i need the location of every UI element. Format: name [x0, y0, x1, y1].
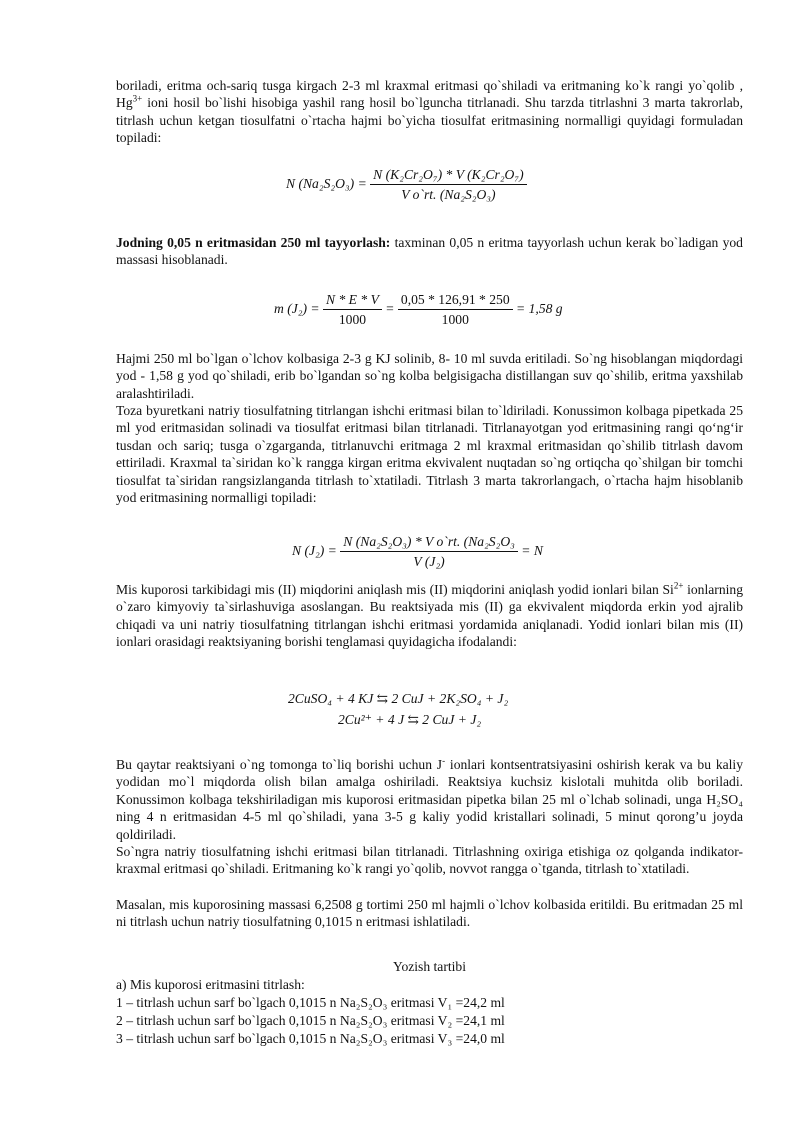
- paragraph-iodine-preparation: Jodning 0,05 n eritmasidan 250 ml tayyorlash: taxminan 0,05 n eritma tayyorlash uchun kerak bo`ladigan yod massasi hisoblanadi.: [116, 235, 743, 268]
- titration-line-3: 3 – titrlash uchun sarf bo`lgach 0,1015 n Na₂S₂O₃ eritmasi V₃ =24,0 ml: [116, 1031, 505, 1046]
- paragraph-reaction-conditions: Bu qaytar reaktsiyani o`ng tomonga to`liq borishi uchun J- ionlari kontsentratsiyasini oshirish kerak va bu kaliy yodidan mo`l miqdorda olish bilan amalga oshiriladi. Reaktsiya kuchsiz kislotali muhitda olib boriladi. Konussimon kolbaga tekshiriladigan mis kuporosi eritmasidan pipetka bilan 25 ml o`lchab solinadi, unga H₂SO₄ ning 4 n eritmasidan 4-5 ml qo`shiladi, yana 3-5 g kaliy yodid kristallari solinadi, 5 minut qorong’u joyda qoldiriladi.: [116, 755, 743, 842]
- titration-line-1: 1 – titrlash uchun sarf bo`lgach 0,1015 n Na₂S₂O₃ eritmasi V₁ =24,2 ml: [116, 995, 505, 1010]
- paragraph-thiosulfate-titration: So`ngra natriy tiosulfatning ishchi eritmasi bilan titrlanadi. Titrlashning oxiriga etishiga oz qolganda indikator-kraxmal eritmasi qo`shiladi. Eritmaning ko`k rangi yo`qolib, novvot rangga o`tganda, titrlash to`xtatiladi.: [116, 844, 743, 877]
- equation-iodine-normality: N (J₂) = $\frac{\text{N (Na₂S₂O₃) * V o`rt. (Na₂S₂O₃}}{\text{V (J₂)}}$ = N: [292, 534, 543, 570]
- paragraph-iodine-dissolving: Hajmi 250 ml bo`lgan o`lchov kolbasiga 2-3 g KJ solinib, 8- 10 ml suvda eritiladi. So`ng hisoblangan miqdordagi yod - 1,58 g yod qo`shiladi, erib bo`lgandan so`ng kolba belgisigacha distillangan suv qo`shilib, eritma yaxshilab aralashtiriladi.: [116, 351, 743, 401]
- reaction-equation-1: 2CuSO₄ + 4 KJ ⇆ 2 CuJ + 2K₂SO₄ + J₂: [288, 691, 509, 706]
- subsection-title: a) Mis kuporosi eritmasini titrlash:: [116, 977, 305, 992]
- reaction-equation-2: 2Cu²⁺ + 4 J ⇆ 2 CuJ + J₂: [338, 712, 482, 727]
- equation-thiosulfate-normality: N (Na₂S₂O₃) = $\frac{\text{N (K₂Cr₂O₇) * V (K₂Cr₂O₇)}}{\text{V o`rt. (Na₂S₂O₃)}}$: [286, 166, 527, 204]
- paragraph-example: Masalan, mis kuporosining massasi 6,2508 g tortimi 250 ml hajmli o`lchov kolbasida eritildi. Bu eritmadan 25 ml ni titrlash uchun natriy tiosulfatning 0,1015 n eritmasi ishlatiladi.: [116, 897, 743, 930]
- paragraph-burette-titration: Toza byuretkani natriy tiosulfatning titrlangan ishchi eritmasi bilan to`ldiriladi. Konussimon kolbaga pipetkada 25 ml yod eritmasidan solinadi va tiosulfat eritmasi bilan titrlanadi. Titrlanayotgan yod eritmasining rangi qo‘ng‘ir tusdan och sariq; tusga o`zgarganda, titrlanuvchi eritmaga 2 ml kraxmal eritmasidan qo`shilib titrlash davom ettiriladi. Kraxmal ta`siridan ko`k rangga kirgan eritma ekvivalent nuqtadan so`ng ortiqcha qo`shilgan bir tomchi tiosulfat ta`siridan rangsizlanganda titrlash to`xtatiladi. Titrlash 3 marta takrorlangach, o`rtacha hajm hisoblanib yod eritmasining normalligi topiladi:: [116, 403, 743, 506]
- titration-line-2: 2 – titrlash uchun sarf bo`lgach 0,1015 n Na₂S₂O₃ eritmasi V₂ =24,1 ml: [116, 1013, 505, 1028]
- section-title: Yozish tartibi: [392, 959, 466, 974]
- equation-iodine-mass: m (J₂) = $\frac{N * E * V}{1000}$ = $\frac{0,05 * 126,91 * 250}{1000}$ = 1,58 g: [274, 292, 563, 328]
- paragraph-copper-method: Mis kuporosi tarkibidagi mis (II) miqdorini aniqlash mis (II) miqdorini aniqlash yodid ionlari bilan $Si^{2+}$ ionlarning o`zaro kimyoviy ta`sirlashuviga asoslangan. Bu reaktsiyada mis (II) ga ekvivalent miqdorda erkin yod ajralib chiqadi va uni natriy tiosulfatning titrlangan ishchi eritmasi yordamida aniqlanadi. Yodid ionlari bilan mis (II) ionlari orasidagi reaktsiyaning borishi tenglamasi quyidagicha ifodalandi:: [116, 580, 743, 650]
- paragraph-titration-end: boriladi, eritma och-sariq tusga kirgach 2-3 ml kraxmal eritmasi qo`shiladi va eritmaning ko`k rangi yo`qolib , $Hg^{3+}$ ioni hosil bo`lishi hisobiga yashil rang hosil bo`lguncha titrlanadi. Shu tarzda titrlashni 3 marta takrorlab, titrlash uchun ketgan tiosulfatni o`rtacha hajmi bo`yicha tiosulfat eritmasining normalligi quyidagi formuladan topiladi:: [116, 78, 743, 146]
